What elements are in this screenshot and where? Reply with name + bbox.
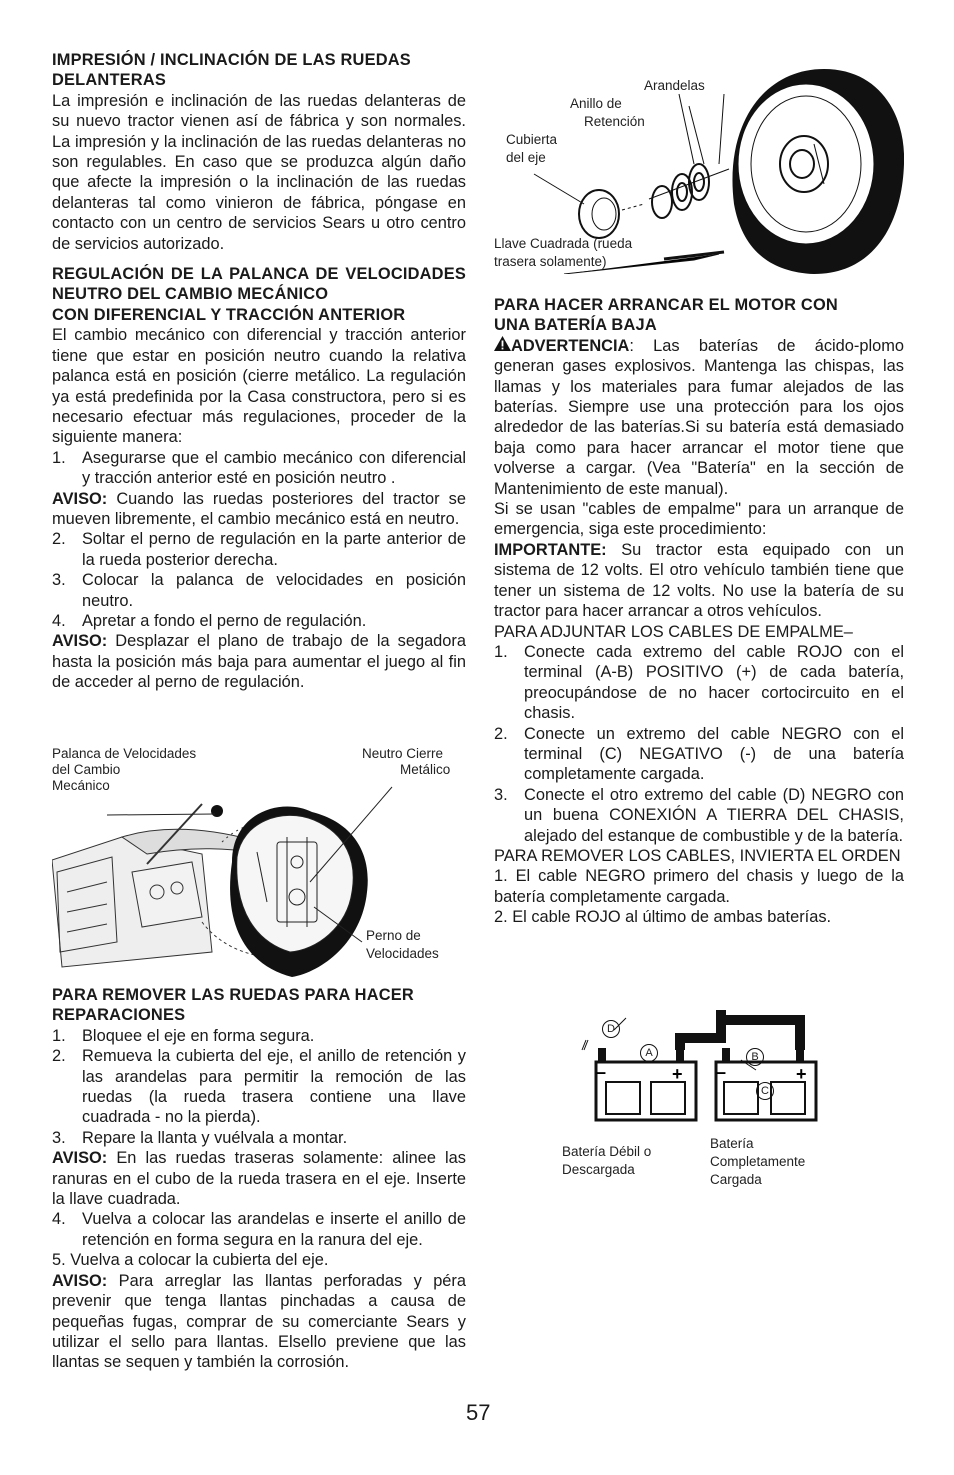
label-palanca: Palanca de Velocidades bbox=[52, 746, 197, 761]
aviso-text: Para arreglar las llantas perforadas y péra prevenir que tenga llantas pinchadas a causa de pequeñas fugas, comprar de su comerciante Sears y utilizar el sello para llantas. Elsello previene que las llantas se sequen y también la corrosión. bbox=[52, 1271, 466, 1372]
list-text: Conecte cada extremo del cable ROJO con el terminal (A-B) POSITIVO (+) de cada batería, preocupándose de no hacer cortocircuito en el chasis. bbox=[524, 642, 904, 723]
warning-icon bbox=[494, 336, 511, 351]
list-number: 2. bbox=[52, 1047, 66, 1066]
label-anillo: Anillo de bbox=[570, 96, 622, 111]
warning-paragraph bbox=[494, 336, 904, 499]
list-number: 1. bbox=[494, 642, 508, 661]
heading-remover-ruedas: PARA REMOVER LAS RUEDAS PARA HACER bbox=[52, 986, 414, 1004]
warning-text: : Las baterías de ácido-plomo generan gases explosivos. Mantenga las chispas, las llamas y los materiales para fumar alejados de las baterías. Siempre use una protección para los ojos alrededor de las baterías.Si su batería está demasiado baja como para hacer arrancar el motor tiene que volverse a cargar. (Vea "Batería" en la sección de Mantenimiento de este manual). bbox=[494, 336, 904, 498]
label-llave: Llave Cuadrada (rueda bbox=[494, 236, 633, 251]
paragraph-remover: PARA REMOVER LOS CABLES, INVIERTA EL ORDEN bbox=[494, 846, 901, 865]
list-item bbox=[494, 785, 904, 846]
paragraph-impresion: La impresión e inclinación de las ruedas delanteras de su nuevo tractor vienen así de fábrica y son normales. La impresión y la inclinación de las ruedas delanteras no son regulables. En caso que se produzca algún daño que afecte la impresión o la inclinación de las ruedas delanteras tal como vinieron de fábrica, póngase en contacto con un centro de servicios Sears u otro centro de servicios autorizado. bbox=[52, 91, 466, 253]
page-number: 57 bbox=[466, 1400, 491, 1425]
list-item bbox=[52, 448, 466, 489]
left-column bbox=[52, 50, 466, 693]
label-neutro-2: Metálico bbox=[400, 762, 451, 777]
lever-pointer-dot bbox=[211, 805, 223, 817]
heading-impresion: IMPRESIÓN / INCLINACIÓN DE LAS RUEDAS bbox=[52, 51, 411, 69]
label-full-battery: Batería bbox=[710, 1136, 754, 1151]
heading-regulacion-2: CON DIFERENCIAL Y TRACCIÓN ANTERIOR bbox=[52, 305, 406, 324]
battery-figure bbox=[556, 1010, 846, 1200]
aviso-label: AVISO: bbox=[52, 489, 108, 508]
label-perno: Perno de bbox=[366, 928, 421, 943]
list-text: Asegurarse que el cambio mecánico con diferencial y tracción anterior esté en posición neutro . bbox=[82, 448, 466, 488]
list-number: 4. bbox=[52, 611, 66, 630]
label-cubierta: Cubierta bbox=[506, 132, 558, 147]
importante-text: Su tractor esta equipado con un sistema de 12 volts. El otro vehículo también tiene que tener un sistema de 12 volts. No use la batería de su tractor para hacer arrancar a otros vehículos. bbox=[494, 540, 904, 621]
aviso-note bbox=[52, 1148, 466, 1209]
warning-label: ADVERTENCIA bbox=[511, 336, 630, 355]
label-neutro: Neutro Cierre bbox=[362, 746, 444, 761]
label-llave-2: trasera solamente) bbox=[494, 254, 607, 269]
label-palanca-2: del Cambio bbox=[52, 762, 121, 777]
right-column bbox=[494, 295, 904, 928]
gear-lever-figure bbox=[52, 742, 472, 982]
label-palanca-3: Mecánico bbox=[52, 778, 110, 793]
svg-text:+: + bbox=[796, 1064, 807, 1084]
list-number: 2. bbox=[52, 530, 66, 549]
list-number: 1. bbox=[52, 448, 66, 467]
list-item bbox=[52, 529, 466, 570]
aviso-text: Desplazar el plano de trabajo de la segadora hasta la posición más baja para aumentar el juego al fin de acceder al perno de regulación. bbox=[52, 632, 466, 692]
label-c: C bbox=[756, 1082, 774, 1100]
heading-arrancar: PARA HACER ARRANCAR EL MOTOR CON bbox=[494, 296, 838, 314]
heading-impresion-2: DELANTERAS bbox=[52, 71, 167, 90]
aviso-label: AVISO: bbox=[52, 1271, 108, 1290]
label-anillo-2: Retención bbox=[584, 114, 645, 129]
remover-item-1: 1. El cable NEGRO primero del chasis y luego de la batería completamente cargada. bbox=[494, 867, 904, 906]
list-number: 2. bbox=[494, 724, 508, 743]
label-perno-2: Velocidades bbox=[366, 946, 439, 961]
list-item bbox=[52, 1209, 466, 1250]
paragraph-cables: Si se usan "cables de empalme" para un arranque de emergencia, siga este procedimiento: bbox=[494, 500, 904, 539]
list-item bbox=[52, 1026, 466, 1046]
list-text: Conecte el otro extremo del cable (D) NEGRO con un buena CONEXIÓN A TIERRA DEL CHASIS, alejado del estanque de combustible y de la batería. bbox=[524, 785, 904, 845]
svg-text:+: + bbox=[672, 1064, 683, 1084]
list-item-5: 5. Vuelva a colocar la cubierta del eje. bbox=[52, 1251, 329, 1270]
list-item bbox=[494, 724, 904, 785]
list-text: Conecte un extremo del cable NEGRO con el terminal (C) NEGATIVO (-) de una batería completamente cargada. bbox=[524, 724, 904, 784]
list-text: Apretar a fondo el perno de regulación. bbox=[82, 611, 367, 630]
list-text: Bloquee el eje en forma segura. bbox=[82, 1026, 315, 1045]
paragraph-regulacion: El cambio mecánico con diferencial y tracción anterior tiene que estar en posición neutro cuando la relativa palanca está en posición (cierre metálico. La regulación ya está predefinida por la Casa constructora, pero si es necesario efectuar más regulaciones, proceder de la siguiente manera: bbox=[52, 326, 466, 447]
list-text: Repare la llanta y vuélvala a montar. bbox=[82, 1128, 348, 1147]
label-weak-battery: Batería Débil o bbox=[562, 1144, 652, 1159]
aviso-label: AVISO: bbox=[52, 632, 108, 651]
heading-regulacion: REGULACIÓN DE LA PALANCA DE VELOCIDADES NEUTRO DEL CAMBIO MECÁNICO bbox=[52, 265, 466, 304]
label-b: B bbox=[746, 1048, 764, 1066]
left-column-bottom bbox=[52, 985, 466, 1373]
list-number: 3. bbox=[52, 571, 66, 590]
list-item bbox=[52, 570, 466, 611]
list-number: 3. bbox=[52, 1128, 66, 1147]
importante-note bbox=[494, 540, 904, 622]
importante-label: IMPORTANTE: bbox=[494, 540, 607, 559]
remover-item-2: 2. El cable ROJO al último de ambas baterías. bbox=[494, 908, 832, 927]
aviso-note bbox=[52, 1271, 466, 1373]
list-item bbox=[494, 642, 904, 724]
label-full-battery-3: Cargada bbox=[710, 1172, 762, 1187]
label-weak-battery-2: Descargada bbox=[562, 1162, 635, 1177]
aviso-text: En las ruedas traseras solamente: alinee las ranuras en el cubo de la rueda trasera en el eje. Inserte la llave cuadrada. bbox=[52, 1149, 466, 1209]
aviso-text: Cuando las ruedas posteriores del tractor se mueven libremente, el cambio mecánico está en neutro. bbox=[52, 489, 466, 528]
list-item bbox=[52, 1046, 466, 1128]
heading-arrancar-2: UNA BATERÍA BAJA bbox=[494, 316, 657, 335]
label-a: A bbox=[640, 1044, 658, 1062]
label-full-battery-2: Completamente bbox=[710, 1154, 806, 1169]
aviso-note bbox=[52, 489, 466, 530]
list-text: Remueva la cubierta del eje, el anillo de retención y las arandelas para permitir la remoción de las ruedas (la rueda trasera contiene una llave cuadrada - no la pierda). bbox=[82, 1047, 466, 1127]
list-item bbox=[52, 1128, 466, 1148]
paragraph-adjuntar: PARA ADJUNTAR LOS CABLES DE EMPALME– bbox=[494, 622, 853, 641]
battery-illustration bbox=[556, 1010, 846, 1130]
heading-remover-ruedas-2: REPARACIONES bbox=[52, 1006, 186, 1025]
aviso-label: AVISO: bbox=[52, 1149, 108, 1168]
list-number: 3. bbox=[494, 785, 508, 804]
label-arandelas: Arandelas bbox=[644, 78, 705, 93]
label-cubierta-2: del eje bbox=[506, 150, 546, 165]
list-item bbox=[52, 611, 466, 631]
wheel-figure bbox=[494, 64, 904, 274]
svg-text:–: – bbox=[716, 1062, 727, 1082]
list-text: Soltar el perno de regulación en la parte anterior de la rueda posterior derecha. bbox=[82, 530, 466, 569]
list-number: 4. bbox=[52, 1210, 66, 1229]
label-d: D bbox=[602, 1020, 620, 1038]
list-text: Colocar la palanca de velocidades en posición neutro. bbox=[82, 571, 466, 610]
svg-text:–: – bbox=[596, 1062, 607, 1082]
list-number: 1. bbox=[52, 1026, 66, 1045]
list-text: Vuelva a colocar las arandelas e inserte el anillo de retención en forma segura en la ranura del eje. bbox=[82, 1210, 466, 1249]
aviso-note bbox=[52, 631, 466, 692]
